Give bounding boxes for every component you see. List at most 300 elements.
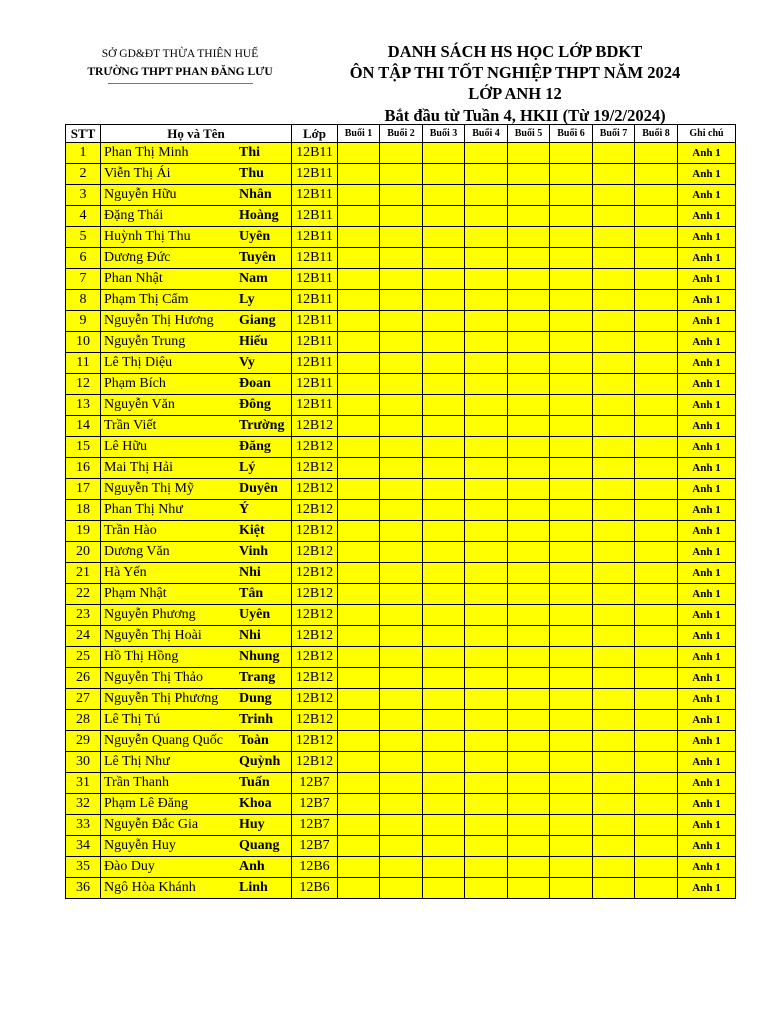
row-session-1-cell[interactable]: [338, 185, 380, 206]
row-session-1-cell[interactable]: [338, 689, 380, 710]
row-session-7-cell[interactable]: [593, 416, 635, 437]
row-session-4-cell[interactable]: [465, 815, 508, 836]
row-session-8-cell[interactable]: [635, 437, 678, 458]
row-session-8-cell[interactable]: [635, 227, 678, 248]
row-session-4-cell[interactable]: [465, 248, 508, 269]
row-session-8-cell[interactable]: [635, 458, 678, 479]
row-session-4-cell[interactable]: [465, 269, 508, 290]
row-session-2-cell[interactable]: [380, 794, 423, 815]
row-session-2-cell[interactable]: [380, 521, 423, 542]
row-session-5-cell[interactable]: [508, 542, 550, 563]
row-session-2-cell[interactable]: [380, 605, 423, 626]
row-session-3-cell[interactable]: [423, 647, 465, 668]
row-session-2-cell[interactable]: [380, 164, 423, 185]
row-session-3-cell[interactable]: [423, 437, 465, 458]
row-session-3-cell[interactable]: [423, 374, 465, 395]
row-session-7-cell[interactable]: [593, 710, 635, 731]
row-session-5-cell[interactable]: [508, 248, 550, 269]
row-session-3-cell[interactable]: [423, 815, 465, 836]
row-session-7-cell[interactable]: [593, 227, 635, 248]
row-session-3-cell[interactable]: [423, 353, 465, 374]
row-class: 12B11: [292, 185, 338, 206]
row-session-5-cell[interactable]: [508, 353, 550, 374]
row-session-3-cell[interactable]: [423, 668, 465, 689]
row-session-8-cell[interactable]: [635, 857, 678, 878]
row-session-1-cell[interactable]: [338, 857, 380, 878]
row-session-7-cell[interactable]: [593, 857, 635, 878]
row-session-5-cell[interactable]: [508, 143, 550, 164]
row-session-5-cell[interactable]: [508, 626, 550, 647]
row-session-1-cell[interactable]: [338, 458, 380, 479]
row-session-6-cell[interactable]: [550, 815, 593, 836]
row-session-3-cell[interactable]: [423, 584, 465, 605]
row-session-5-cell[interactable]: [508, 794, 550, 815]
row-session-7-cell[interactable]: [593, 332, 635, 353]
row-session-1-cell[interactable]: [338, 164, 380, 185]
row-session-7-cell[interactable]: [593, 248, 635, 269]
row-session-5-cell[interactable]: [508, 374, 550, 395]
row-session-3-cell[interactable]: [423, 269, 465, 290]
row-session-1-cell[interactable]: [338, 395, 380, 416]
row-session-1-cell[interactable]: [338, 332, 380, 353]
row-session-7-cell[interactable]: [593, 794, 635, 815]
row-session-8-cell[interactable]: [635, 584, 678, 605]
row-session-5-cell[interactable]: [508, 269, 550, 290]
row-session-7-cell[interactable]: [593, 500, 635, 521]
row-session-8-cell[interactable]: [635, 626, 678, 647]
row-session-3-cell[interactable]: [423, 794, 465, 815]
row-session-5-cell[interactable]: [508, 311, 550, 332]
row-session-3-cell[interactable]: [423, 626, 465, 647]
row-session-5-cell[interactable]: [508, 290, 550, 311]
row-session-6-cell[interactable]: [550, 500, 593, 521]
row-session-4-cell[interactable]: [465, 437, 508, 458]
row-session-8-cell[interactable]: [635, 164, 678, 185]
row-session-4-cell[interactable]: [465, 374, 508, 395]
row-session-1-cell[interactable]: [338, 626, 380, 647]
row-note: Anh 1: [678, 878, 736, 899]
row-session-2-cell[interactable]: [380, 710, 423, 731]
row-session-6-cell[interactable]: [550, 311, 593, 332]
row-session-3-cell[interactable]: [423, 248, 465, 269]
row-session-5-cell[interactable]: [508, 479, 550, 500]
row-session-6-cell[interactable]: [550, 479, 593, 500]
row-session-4-cell[interactable]: [465, 752, 508, 773]
row-session-6-cell[interactable]: [550, 752, 593, 773]
row-session-5-cell[interactable]: [508, 185, 550, 206]
row-session-1-cell[interactable]: [338, 479, 380, 500]
row-session-4-cell[interactable]: [465, 626, 508, 647]
row-session-7-cell[interactable]: [593, 311, 635, 332]
row-session-4-cell[interactable]: [465, 731, 508, 752]
row-session-4-cell[interactable]: [465, 332, 508, 353]
row-session-5-cell[interactable]: [508, 773, 550, 794]
row-session-6-cell[interactable]: [550, 857, 593, 878]
row-session-8-cell[interactable]: [635, 878, 678, 899]
row-session-3-cell[interactable]: [423, 752, 465, 773]
row-session-2-cell[interactable]: [380, 752, 423, 773]
row-session-3-cell[interactable]: [423, 542, 465, 563]
row-session-4-cell[interactable]: [465, 416, 508, 437]
row-session-7-cell[interactable]: [593, 731, 635, 752]
row-session-5-cell[interactable]: [508, 584, 550, 605]
row-session-3-cell[interactable]: [423, 773, 465, 794]
row-session-4-cell[interactable]: [465, 584, 508, 605]
row-session-7-cell[interactable]: [593, 563, 635, 584]
row-session-2-cell[interactable]: [380, 290, 423, 311]
row-session-2-cell[interactable]: [380, 269, 423, 290]
row-session-6-cell[interactable]: [550, 185, 593, 206]
row-session-3-cell[interactable]: [423, 731, 465, 752]
row-session-3-cell[interactable]: [423, 500, 465, 521]
table-row: [66, 416, 736, 437]
row-session-4-cell[interactable]: [465, 227, 508, 248]
row-session-1-cell[interactable]: [338, 647, 380, 668]
row-session-6-cell[interactable]: [550, 143, 593, 164]
row-session-3-cell[interactable]: [423, 206, 465, 227]
row-session-3-cell[interactable]: [423, 710, 465, 731]
row-session-3-cell[interactable]: [423, 857, 465, 878]
row-session-1-cell[interactable]: [338, 437, 380, 458]
row-session-7-cell[interactable]: [593, 164, 635, 185]
row-session-2-cell[interactable]: [380, 143, 423, 164]
row-session-1-cell[interactable]: [338, 731, 380, 752]
row-session-7-cell[interactable]: [593, 878, 635, 899]
row-session-8-cell[interactable]: [635, 290, 678, 311]
row-session-8-cell[interactable]: [635, 794, 678, 815]
row-session-6-cell[interactable]: [550, 458, 593, 479]
row-full-name: [101, 689, 292, 710]
row-session-5-cell[interactable]: [508, 878, 550, 899]
row-session-3-cell[interactable]: [423, 164, 465, 185]
row-session-1-cell[interactable]: [338, 227, 380, 248]
row-session-5-cell[interactable]: [508, 500, 550, 521]
row-session-1-cell[interactable]: [338, 248, 380, 269]
row-stt: 13: [66, 395, 101, 416]
row-session-4-cell[interactable]: [465, 164, 508, 185]
row-session-6-cell[interactable]: [550, 164, 593, 185]
row-session-3-cell[interactable]: [423, 458, 465, 479]
row-session-4-cell[interactable]: [465, 521, 508, 542]
row-session-2-cell[interactable]: [380, 836, 423, 857]
school-header: [70, 44, 290, 84]
row-session-7-cell[interactable]: [593, 626, 635, 647]
row-session-6-cell[interactable]: [550, 269, 593, 290]
row-session-3-cell[interactable]: [423, 563, 465, 584]
row-session-8-cell[interactable]: [635, 542, 678, 563]
row-session-8-cell[interactable]: [635, 836, 678, 857]
row-session-5-cell[interactable]: [508, 752, 550, 773]
row-session-5-cell[interactable]: [508, 836, 550, 857]
row-session-6-cell[interactable]: [550, 647, 593, 668]
row-session-5-cell[interactable]: [508, 605, 550, 626]
row-session-5-cell[interactable]: [508, 857, 550, 878]
row-session-7-cell[interactable]: [593, 815, 635, 836]
row-session-4-cell[interactable]: [465, 500, 508, 521]
row-session-3-cell[interactable]: [423, 416, 465, 437]
header-name: Họ và Tên: [101, 125, 292, 143]
row-session-6-cell[interactable]: [550, 521, 593, 542]
row-session-3-cell[interactable]: [423, 332, 465, 353]
row-session-2-cell[interactable]: [380, 773, 423, 794]
row-session-4-cell[interactable]: [465, 836, 508, 857]
row-session-6-cell[interactable]: [550, 248, 593, 269]
row-session-2-cell[interactable]: [380, 395, 423, 416]
row-session-1-cell[interactable]: [338, 269, 380, 290]
row-session-8-cell[interactable]: [635, 416, 678, 437]
row-session-7-cell[interactable]: [593, 752, 635, 773]
row-session-7-cell[interactable]: [593, 290, 635, 311]
row-session-3-cell[interactable]: [423, 395, 465, 416]
row-session-6-cell[interactable]: [550, 584, 593, 605]
row-session-1-cell[interactable]: [338, 794, 380, 815]
row-session-5-cell[interactable]: [508, 647, 550, 668]
row-session-7-cell[interactable]: [593, 269, 635, 290]
row-stt: 14: [66, 416, 101, 437]
row-session-7-cell[interactable]: [593, 542, 635, 563]
row-session-1-cell[interactable]: [338, 563, 380, 584]
row-session-4-cell[interactable]: [465, 479, 508, 500]
row-session-2-cell[interactable]: [380, 815, 423, 836]
row-session-8-cell[interactable]: [635, 605, 678, 626]
row-session-8-cell[interactable]: [635, 752, 678, 773]
row-session-2-cell[interactable]: [380, 458, 423, 479]
row-session-7-cell[interactable]: [593, 605, 635, 626]
row-session-1-cell[interactable]: [338, 290, 380, 311]
row-session-5-cell[interactable]: [508, 164, 550, 185]
row-session-4-cell[interactable]: [465, 563, 508, 584]
row-session-7-cell[interactable]: [593, 353, 635, 374]
row-session-1-cell[interactable]: [338, 710, 380, 731]
row-session-7-cell[interactable]: [593, 521, 635, 542]
row-session-1-cell[interactable]: [338, 584, 380, 605]
row-session-7-cell[interactable]: [593, 437, 635, 458]
row-session-8-cell[interactable]: [635, 815, 678, 836]
row-session-6-cell[interactable]: [550, 878, 593, 899]
row-session-8-cell[interactable]: [635, 353, 678, 374]
row-session-1-cell[interactable]: [338, 815, 380, 836]
row-session-8-cell[interactable]: [635, 185, 678, 206]
row-session-6-cell[interactable]: [550, 668, 593, 689]
row-session-3-cell[interactable]: [423, 605, 465, 626]
row-session-4-cell[interactable]: [465, 311, 508, 332]
row-session-4-cell[interactable]: [465, 857, 508, 878]
row-session-6-cell[interactable]: [550, 374, 593, 395]
row-session-1-cell[interactable]: [338, 374, 380, 395]
row-session-6-cell[interactable]: [550, 395, 593, 416]
row-session-7-cell[interactable]: [593, 458, 635, 479]
row-session-3-cell[interactable]: [423, 143, 465, 164]
row-session-2-cell[interactable]: [380, 437, 423, 458]
row-session-8-cell[interactable]: [635, 311, 678, 332]
row-session-5-cell[interactable]: [508, 227, 550, 248]
row-session-7-cell[interactable]: [593, 773, 635, 794]
row-session-6-cell[interactable]: [550, 290, 593, 311]
row-session-1-cell[interactable]: [338, 500, 380, 521]
row-first-name: Nhân: [239, 187, 272, 202]
row-session-6-cell[interactable]: [550, 605, 593, 626]
row-session-1-cell[interactable]: [338, 752, 380, 773]
row-session-2-cell[interactable]: [380, 311, 423, 332]
row-session-7-cell[interactable]: [593, 836, 635, 857]
row-session-2-cell[interactable]: [380, 563, 423, 584]
row-session-4-cell[interactable]: [465, 773, 508, 794]
row-session-7-cell[interactable]: [593, 206, 635, 227]
row-session-8-cell[interactable]: [635, 143, 678, 164]
row-session-2-cell[interactable]: [380, 248, 423, 269]
row-session-5-cell[interactable]: [508, 689, 550, 710]
row-session-1-cell[interactable]: [338, 311, 380, 332]
row-session-1-cell[interactable]: [338, 878, 380, 899]
row-session-7-cell[interactable]: [593, 689, 635, 710]
row-session-6-cell[interactable]: [550, 773, 593, 794]
row-session-3-cell[interactable]: [423, 290, 465, 311]
row-session-8-cell[interactable]: [635, 248, 678, 269]
row-session-8-cell[interactable]: [635, 206, 678, 227]
row-session-3-cell[interactable]: [423, 689, 465, 710]
row-session-2-cell[interactable]: [380, 542, 423, 563]
row-session-8-cell[interactable]: [635, 332, 678, 353]
row-session-5-cell[interactable]: [508, 710, 550, 731]
row-session-3-cell[interactable]: [423, 311, 465, 332]
row-session-4-cell[interactable]: [465, 353, 508, 374]
row-session-2-cell[interactable]: [380, 668, 423, 689]
row-session-7-cell[interactable]: [593, 185, 635, 206]
row-session-2-cell[interactable]: [380, 500, 423, 521]
row-session-5-cell[interactable]: [508, 332, 550, 353]
row-session-6-cell[interactable]: [550, 836, 593, 857]
row-session-8-cell[interactable]: [635, 395, 678, 416]
row-session-5-cell[interactable]: [508, 395, 550, 416]
row-session-4-cell[interactable]: [465, 647, 508, 668]
row-session-5-cell[interactable]: [508, 563, 550, 584]
row-session-1-cell[interactable]: [338, 773, 380, 794]
row-session-1-cell[interactable]: [338, 353, 380, 374]
row-session-2-cell[interactable]: [380, 857, 423, 878]
row-session-2-cell[interactable]: [380, 185, 423, 206]
row-first-name: Ý: [239, 502, 250, 517]
row-session-8-cell[interactable]: [635, 269, 678, 290]
row-session-4-cell[interactable]: [465, 689, 508, 710]
row-session-6-cell[interactable]: [550, 731, 593, 752]
row-session-6-cell[interactable]: [550, 542, 593, 563]
row-session-2-cell[interactable]: [380, 227, 423, 248]
row-session-5-cell[interactable]: [508, 416, 550, 437]
row-session-1-cell[interactable]: [338, 605, 380, 626]
row-session-5-cell[interactable]: [508, 458, 550, 479]
row-session-8-cell[interactable]: [635, 500, 678, 521]
row-session-2-cell[interactable]: [380, 353, 423, 374]
row-full-name: [101, 206, 292, 227]
row-session-8-cell[interactable]: [635, 689, 678, 710]
row-session-8-cell[interactable]: [635, 374, 678, 395]
row-session-4-cell[interactable]: [465, 143, 508, 164]
row-session-4-cell[interactable]: [465, 794, 508, 815]
row-session-7-cell[interactable]: [593, 479, 635, 500]
header-session-5: Buổi 5: [508, 125, 550, 143]
row-session-1-cell[interactable]: [338, 521, 380, 542]
row-session-7-cell[interactable]: [593, 647, 635, 668]
row-session-2-cell[interactable]: [380, 731, 423, 752]
row-session-1-cell[interactable]: [338, 668, 380, 689]
row-session-4-cell[interactable]: [465, 668, 508, 689]
row-session-7-cell[interactable]: [593, 668, 635, 689]
row-session-8-cell[interactable]: [635, 479, 678, 500]
row-session-7-cell[interactable]: [593, 584, 635, 605]
row-session-6-cell[interactable]: [550, 563, 593, 584]
row-session-2-cell[interactable]: [380, 878, 423, 899]
row-session-3-cell[interactable]: [423, 479, 465, 500]
row-session-1-cell[interactable]: [338, 206, 380, 227]
row-session-5-cell[interactable]: [508, 437, 550, 458]
row-session-4-cell[interactable]: [465, 605, 508, 626]
row-session-8-cell[interactable]: [635, 521, 678, 542]
row-session-3-cell[interactable]: [423, 521, 465, 542]
row-session-5-cell[interactable]: [508, 521, 550, 542]
row-session-8-cell[interactable]: [635, 563, 678, 584]
row-session-5-cell[interactable]: [508, 668, 550, 689]
row-session-8-cell[interactable]: [635, 710, 678, 731]
row-session-7-cell[interactable]: [593, 143, 635, 164]
row-session-7-cell[interactable]: [593, 395, 635, 416]
row-session-2-cell[interactable]: [380, 374, 423, 395]
row-session-4-cell[interactable]: [465, 206, 508, 227]
row-session-8-cell[interactable]: [635, 668, 678, 689]
row-session-6-cell[interactable]: [550, 416, 593, 437]
row-session-4-cell[interactable]: [465, 185, 508, 206]
row-session-6-cell[interactable]: [550, 437, 593, 458]
row-session-1-cell[interactable]: [338, 542, 380, 563]
row-session-2-cell[interactable]: [380, 416, 423, 437]
row-session-8-cell[interactable]: [635, 731, 678, 752]
row-session-6-cell[interactable]: [550, 206, 593, 227]
row-session-3-cell[interactable]: [423, 878, 465, 899]
row-session-4-cell[interactable]: [465, 542, 508, 563]
row-session-3-cell[interactable]: [423, 227, 465, 248]
row-session-8-cell[interactable]: [635, 647, 678, 668]
row-session-6-cell[interactable]: [550, 353, 593, 374]
row-session-3-cell[interactable]: [423, 185, 465, 206]
row-session-6-cell[interactable]: [550, 332, 593, 353]
row-session-6-cell[interactable]: [550, 794, 593, 815]
row-session-2-cell[interactable]: [380, 584, 423, 605]
row-session-1-cell[interactable]: [338, 143, 380, 164]
row-session-6-cell[interactable]: [550, 710, 593, 731]
row-session-4-cell[interactable]: [465, 290, 508, 311]
row-session-4-cell[interactable]: [465, 878, 508, 899]
row-session-2-cell[interactable]: [380, 479, 423, 500]
row-session-6-cell[interactable]: [550, 626, 593, 647]
row-session-2-cell[interactable]: [380, 626, 423, 647]
row-session-5-cell[interactable]: [508, 815, 550, 836]
row-session-2-cell[interactable]: [380, 206, 423, 227]
row-session-8-cell[interactable]: [635, 773, 678, 794]
row-session-1-cell[interactable]: [338, 416, 380, 437]
row-session-6-cell[interactable]: [550, 689, 593, 710]
row-session-4-cell[interactable]: [465, 458, 508, 479]
row-session-5-cell[interactable]: [508, 731, 550, 752]
row-session-4-cell[interactable]: [465, 710, 508, 731]
row-session-1-cell[interactable]: [338, 836, 380, 857]
row-session-2-cell[interactable]: [380, 689, 423, 710]
row-session-2-cell[interactable]: [380, 332, 423, 353]
row-session-2-cell[interactable]: [380, 647, 423, 668]
row-session-3-cell[interactable]: [423, 836, 465, 857]
row-session-5-cell[interactable]: [508, 206, 550, 227]
row-session-4-cell[interactable]: [465, 395, 508, 416]
row-session-6-cell[interactable]: [550, 227, 593, 248]
row-session-7-cell[interactable]: [593, 374, 635, 395]
